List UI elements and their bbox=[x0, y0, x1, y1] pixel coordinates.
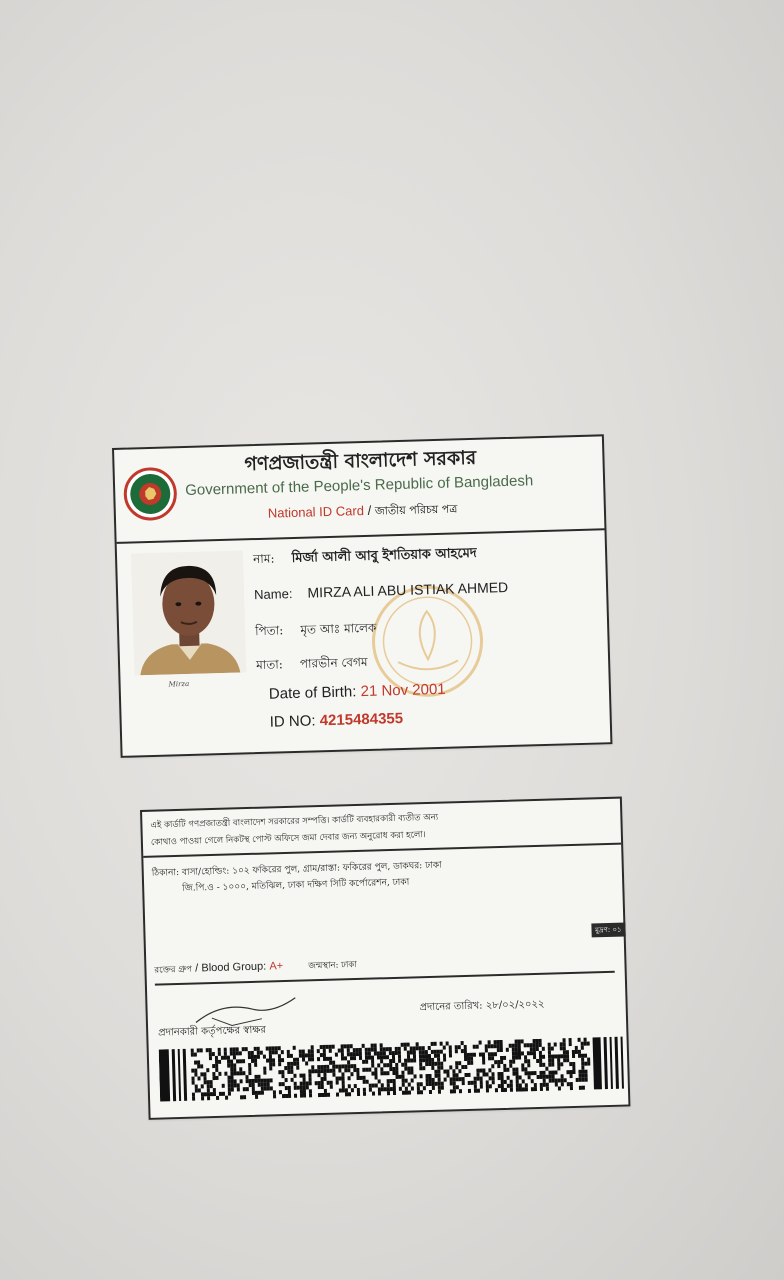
issue-date: প্রদানের তারিখ: ২৮/০২/২০২২ bbox=[419, 998, 545, 1014]
name-bengali-row bbox=[253, 542, 477, 571]
notice-line-2: কোথাও পাওয়া গেলে নিকটস্থ পোস্ট অফিসে জমা দেবার জন্য অনুরোধ করা হলো। bbox=[150, 830, 426, 848]
mother-value: পারভীন বেগম bbox=[299, 654, 368, 671]
blood-group-separator: / bbox=[194, 962, 199, 975]
nid-card-front bbox=[112, 434, 612, 758]
issuer-signature-caption: প্রদানকারী কর্তৃপক্ষের স্বাক্ষর bbox=[158, 1024, 267, 1039]
blood-group-value: A+ bbox=[269, 960, 284, 973]
pdf417-barcode bbox=[159, 1035, 626, 1104]
dob-label: Date of Birth: bbox=[268, 683, 357, 703]
dob-value: 21 Nov 2001 bbox=[360, 680, 446, 701]
name-bengali-value: মির্জা আলী আবু ইশতিয়াক আহমেদ bbox=[291, 545, 477, 567]
card-type-separator: / bbox=[367, 502, 372, 518]
id-number-value: 4215484355 bbox=[319, 709, 404, 730]
blood-group-label-bengali: রক্তের গ্রুপ bbox=[154, 964, 193, 976]
holder-photo bbox=[131, 550, 246, 675]
birthplace: জন্মস্থান: ঢাকা bbox=[308, 960, 357, 972]
bangladesh-emblem-icon bbox=[123, 466, 178, 521]
holder-signature: Mirza bbox=[168, 679, 190, 689]
address-line-1: ঠিকানা: বাসা/হোল্ডিং: ১০২ ফকিরের পুল, গ্রাম/রাস্তা: ফকিরের পুল, ডাকঘর: ঢাকা bbox=[151, 860, 442, 879]
card-type-english: National ID Card bbox=[267, 502, 365, 521]
name-english-label: Name: bbox=[253, 586, 293, 603]
father-row bbox=[255, 617, 377, 643]
father-value: মৃত আঃ মালেক bbox=[300, 620, 377, 637]
address-block bbox=[152, 853, 593, 897]
mother-label: মাতা: bbox=[255, 657, 283, 673]
name-english-value: MIRZA ALI ABU ISTIAK AHMED bbox=[307, 578, 509, 601]
id-number bbox=[269, 710, 403, 731]
father-label: পিতা: bbox=[254, 623, 284, 639]
blood-group-label-english: Blood Group: bbox=[201, 960, 267, 975]
name-bengali-label: নাম: bbox=[252, 551, 275, 567]
id-number-label: ID NO: bbox=[269, 712, 316, 731]
ownership-notice bbox=[142, 799, 621, 858]
government-title-bengali: গণপ্রজাতন্ত্রী বাংলাদেশ সরকার bbox=[244, 446, 477, 476]
government-title-english: Government of the People's Republic of Bangladesh bbox=[184, 472, 534, 499]
nid-card-back bbox=[140, 797, 630, 1120]
blood-group-row bbox=[154, 951, 614, 986]
card-header bbox=[114, 436, 604, 544]
card-type-bengali: জাতীয় পরিচয় পত্র bbox=[374, 502, 458, 518]
mother-row bbox=[256, 651, 368, 677]
notice-line-1: এই কার্ডটি গণপ্রজাতন্ত্রী বাংলাদেশ সরকারের সম্পত্তি। কার্ডটি ব্যবহারকারী ব্যতীত অন্য bbox=[150, 812, 439, 831]
print-count-badge: মুদ্রণ: ০১ bbox=[591, 922, 626, 937]
address-line-2: জি.পি.ও - ১০০০, মতিঝিল, ঢাকা দক্ষিণ সিটি কর্পোরেশন, ঢাকা bbox=[182, 877, 410, 894]
card-type-label bbox=[268, 500, 458, 524]
